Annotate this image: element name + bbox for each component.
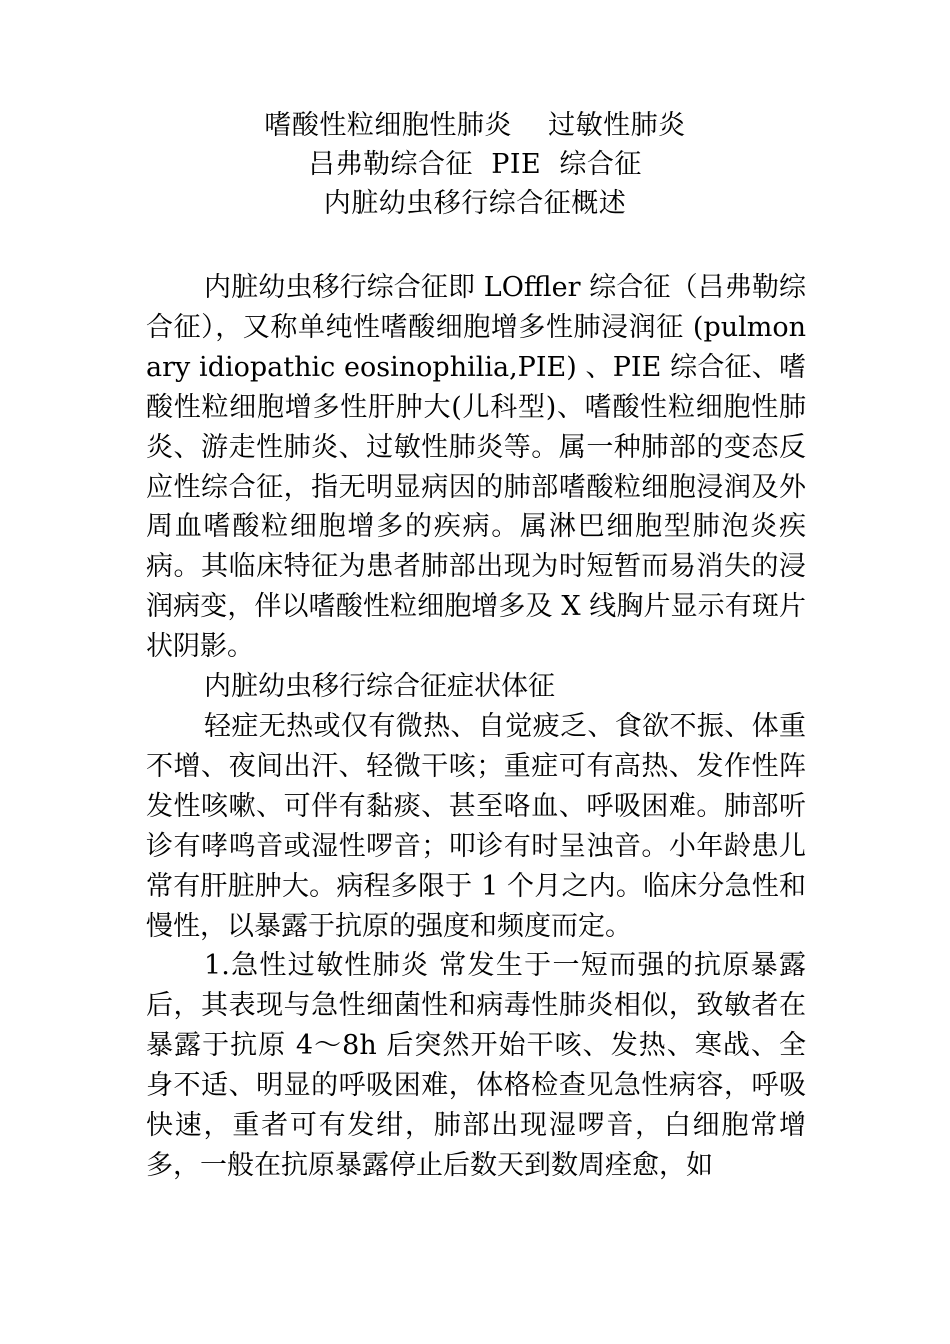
title-line-3: 内脏幼虫移行综合征概述 [323, 188, 627, 219]
paragraph-overview: 内脏幼虫移行综合征即 LOffler 综合征（吕弗勒综合征），又称单纯性嗜酸细胞增多性肺浸润征 (pulmonary idiopathic eosinophilia,PIE) 、PIE 综合征、嗜酸性粒细胞增多性肝肿大(儿科型)、嗜酸性粒细胞性肺炎、游走性肺炎、过敏性肺炎等。属一种肺部的变态反应性综合征，指无明显病因的肺部嗜酸粒细胞浸润及外周血嗜酸粒细胞增多的疾病。属淋巴细胞型肺泡炎疾病。其临床特征为患者肺部出现为时短暂而易消失的浸润病变，伴以嗜酸性粒细胞增多及 X 线胸片显示有斑片状阴影。 [146, 272, 806, 663]
section-heading-symptoms: 内脏幼虫移行综合征症状体征 [204, 671, 556, 703]
title-line-1: 嗜酸性粒细胞性肺炎 过敏性肺炎 [264, 110, 686, 141]
paragraph-symptoms: 轻症无热或仅有微热、自觉疲乏、食欲不振、体重不增、夜间出汗、轻微干咳；重症可有高热、发作性阵发性咳嗽、可伴有黏痰、甚至咯血、呼吸困难。肺部听诊有哮鸣音或湿性啰音；叩诊有时呈浊音。小年龄患儿常有肝脏肿大。病程多限于 1 个月之内。临床分急性和慢性，以暴露于抗原的强度和频度而定。 [146, 710, 806, 942]
paragraph-acute: 1.急性过敏性肺炎 常发生于一短而强的抗原暴露后，其表现与急性细菌性和病毒性肺炎相似，致敏者在暴露于抗原 4～8h 后突然开始干咳、发热、寒战、全身不适、明显的呼吸困难，体格检查见急性病容，呼吸快速，重者可有发绀，肺部出现湿啰音，白细胞常增多，一般在抗原暴露停止后数天到数周痊愈，如 [146, 950, 806, 1181]
document-body [146, 268, 806, 1186]
title-block [0, 106, 950, 223]
title-line-2: 吕弗勒综合征 PIE 综合征 [308, 149, 642, 180]
